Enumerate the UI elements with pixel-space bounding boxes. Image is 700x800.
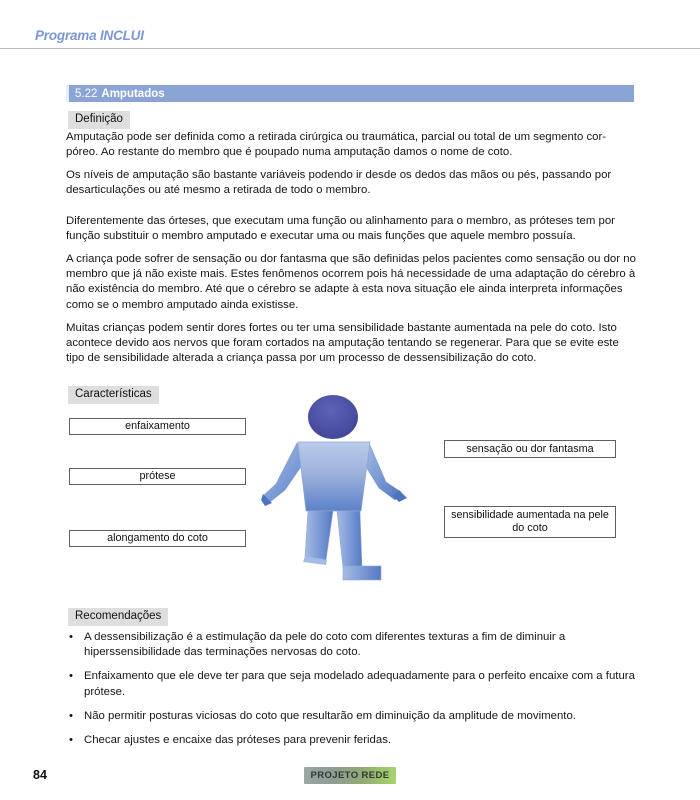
list-item-text: Não permitir posturas viciosas do coto que resultarão em diminuição da amplitude de movimento. <box>84 709 576 722</box>
recommendations-list <box>66 630 638 757</box>
label-recomendacoes: Recomendações <box>68 608 168 626</box>
paragraph-definition-1: Amputação pode ser definida como a retirada cirúrgica ou traumática, parcial ou total de um segmento cor-póreo. Ao restante do membro que é poupado numa amputação damos o nome de coto. <box>66 131 607 159</box>
list-item <box>66 669 638 699</box>
diagram-label-sensibilidade-aumentada: sensibilidade aumentada na pele do coto <box>444 506 616 538</box>
paragraph-definition-2: Os níveis de amputação são bastante variáveis podendo ir desde os dedos das mãos ou pés, passando por desarticulações ou até mesmo a retirada de todo o membro. <box>66 169 612 197</box>
diagram-label-sensacao-ou-dor-fantasma: sensação ou dor fantasma <box>444 440 616 458</box>
paragraph-definition-4: A criança pode sofrer de sensação ou dor fantasma que são definidas pelos pacientes como sensação ou dor no membro que já não existe mais. Estes fenômenos ocorrem pois há necessidade de uma adaptação do cérebro à não existência do membro. Até que o cérebro se adapte à esta nova situação ele ainda interpreta informações como se o membro amputado ainda existisse. <box>66 253 636 311</box>
characteristics-diagram <box>66 408 634 598</box>
label-caracteristicas: Características <box>68 386 159 404</box>
section-number: 5.22 <box>75 87 98 100</box>
list-item-text: Checar ajustes e encaixe das próteses para prevenir feridas. <box>84 734 392 747</box>
page-number: 84 <box>33 768 47 782</box>
bullet-icon: • <box>69 631 73 643</box>
diagram-label-enfaixamento: enfaixamento <box>69 418 246 435</box>
running-head-title: Programa INCLUI <box>35 28 144 43</box>
header-divider <box>0 48 700 49</box>
list-item <box>66 733 638 748</box>
projeto-rede-logo-text: PROJETO REDE <box>310 770 390 781</box>
bullet-icon: • <box>69 670 73 683</box>
projeto-rede-logo <box>304 767 396 784</box>
human-figure-icon <box>261 390 431 590</box>
paragraph-definition-3: Diferentemente das órteses, que executam uma função ou alinhamento para o membro, as próteses tem por função substituir o membro amputado e executar uma ou mais funções que aquele membro possuía. <box>66 215 615 243</box>
list-item-text: Enfaixamento que ele deve ter para que seja modelado adequadamente para o perfeito encaixe com a futura prótese. <box>84 670 635 698</box>
running-head <box>0 28 700 50</box>
section-bar-accent <box>66 85 69 102</box>
list-item-text: A dessensibilização é a estimulação da pele do coto com diferentes texturas a fim de diminuir a hiperssensibilidade das terminações nervosas do coto. <box>84 631 566 659</box>
diagram-label-protese: prótese <box>69 468 246 485</box>
bullet-icon: • <box>69 734 73 747</box>
section-title: Amputados <box>101 87 165 100</box>
diagram-label-alongamento-do-coto: alongamento do coto <box>69 530 246 547</box>
section-title-bar <box>66 85 634 102</box>
list-item <box>66 630 638 660</box>
label-definicao: Definição <box>68 111 130 129</box>
list-item <box>66 709 638 724</box>
paragraph-definition-5: Muitas crianças podem sentir dores fortes ou ter uma sensibilidade bastante aumentada na pele do coto. Isto acontece devido aos nervos que foram cortados na amputação tentando se regenerar. Para que se evite este tipo de sensibilidade alterada a criança passa por um processo de dessensibilização do coto. <box>66 322 619 365</box>
bullet-icon: • <box>69 709 73 722</box>
